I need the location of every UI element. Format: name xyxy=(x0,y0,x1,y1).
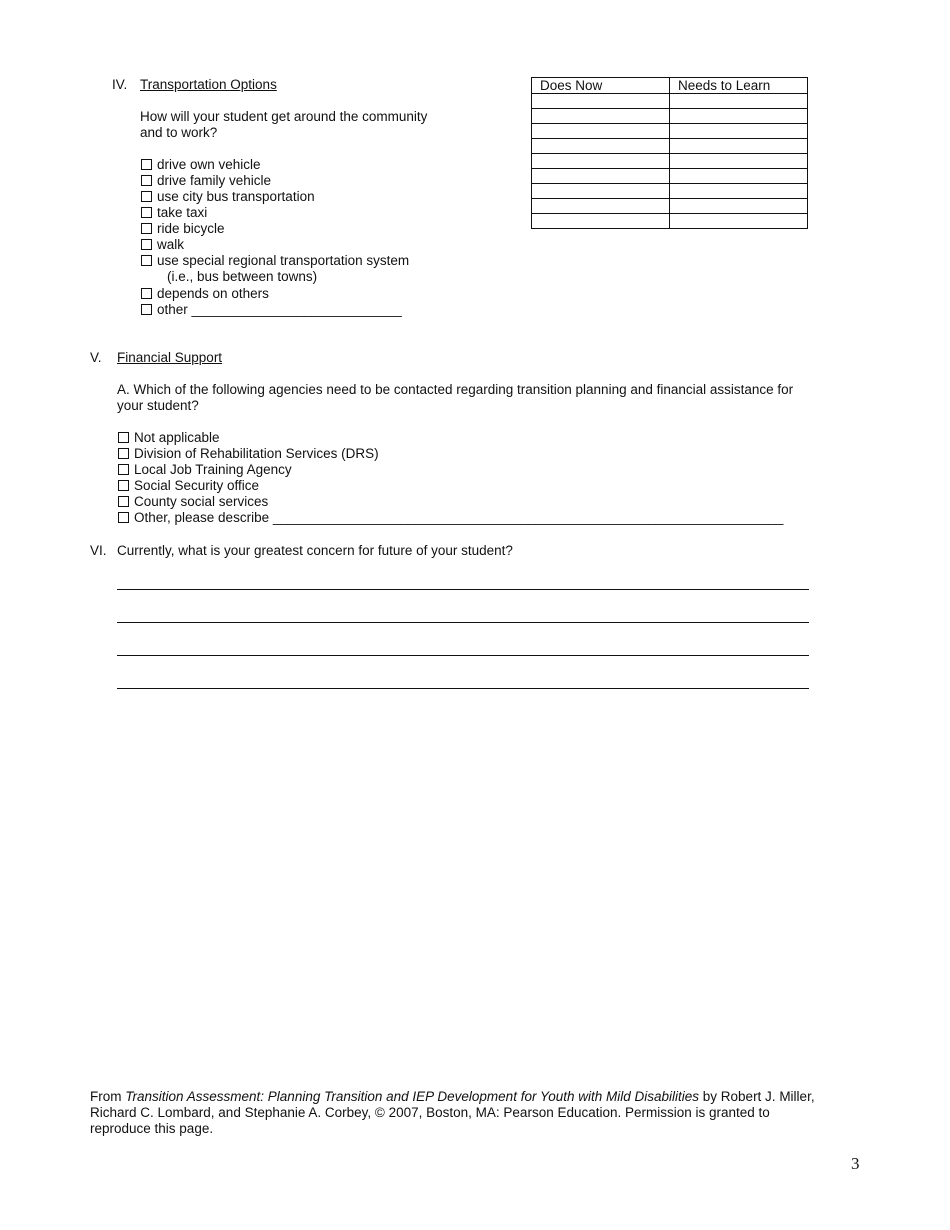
transport-option-own-vehicle[interactable] xyxy=(141,157,261,173)
option-label: Division of Rehabilitation Services (DRS) xyxy=(134,446,379,461)
agency-option-drs[interactable] xyxy=(118,446,379,462)
option-label: Local Job Training Agency xyxy=(134,462,292,477)
does-now-cell[interactable] xyxy=(532,109,670,124)
does-now-cell[interactable] xyxy=(532,124,670,139)
transport-option-city-bus[interactable] xyxy=(141,189,315,205)
does-now-cell[interactable] xyxy=(532,199,670,214)
checkbox[interactable] xyxy=(118,432,129,443)
footer-line2: Richard C. Lombard, and Stephanie A. Corbey, © 2007, Boston, MA: Pearson Education. Permission is granted to xyxy=(90,1105,770,1120)
does-now-needs-to-learn-table xyxy=(531,77,808,229)
table-row xyxy=(532,139,808,154)
table-row xyxy=(532,154,808,169)
transport-option-other[interactable] xyxy=(141,302,402,318)
needs-to-learn-cell[interactable] xyxy=(670,169,808,184)
needs-to-learn-cell[interactable] xyxy=(670,139,808,154)
checkbox[interactable] xyxy=(141,223,152,234)
does-now-cell[interactable] xyxy=(532,94,670,109)
needs-to-learn-cell[interactable] xyxy=(670,109,808,124)
checkbox[interactable] xyxy=(141,255,152,266)
table-row xyxy=(532,94,808,109)
table-row xyxy=(532,184,808,199)
option-label: drive family vehicle xyxy=(157,173,272,188)
table-row xyxy=(532,199,808,214)
copyright-footer xyxy=(90,1089,860,1137)
needs-to-learn-cell[interactable] xyxy=(670,214,808,229)
option-label: depends on others xyxy=(157,286,269,301)
checkbox[interactable] xyxy=(118,512,129,523)
footer-prefix: From xyxy=(90,1089,126,1104)
needs-to-learn-cell[interactable] xyxy=(670,94,808,109)
checkbox[interactable] xyxy=(118,464,129,475)
needs-to-learn-cell[interactable] xyxy=(670,184,808,199)
transport-option-regional-note: (i.e., bus between towns) xyxy=(167,269,318,284)
section-6-numeral: VI. xyxy=(90,543,107,558)
option-label: use special regional transportation system xyxy=(157,253,410,268)
does-now-cell[interactable] xyxy=(532,154,670,169)
header-does-now: Does Now xyxy=(532,78,670,94)
transport-option-bicycle[interactable] xyxy=(141,221,225,237)
agency-option-other[interactable] xyxy=(118,510,783,526)
transport-option-depends-on-others[interactable] xyxy=(141,286,269,302)
answer-line[interactable] xyxy=(117,622,809,623)
footer-line1 xyxy=(90,1089,860,1105)
option-label: use city bus transportation xyxy=(157,189,315,204)
option-label: County social services xyxy=(134,494,269,509)
agency-option-not-applicable[interactable] xyxy=(118,430,220,446)
does-now-cell[interactable] xyxy=(532,169,670,184)
page-number: 3 xyxy=(851,1154,860,1173)
section-5-question-line1: A. Which of the following agencies need to be contacted regarding transition planning and financial assistance for xyxy=(117,382,794,397)
section-4-question-line1: How will your student get around the community xyxy=(140,109,428,124)
section-4-question-line2: and to work? xyxy=(140,125,218,140)
section-4-title: Transportation Options xyxy=(140,77,277,92)
footer-book-title: Transition Assessment: Planning Transition and IEP Development for Youth with Mild Disabilities xyxy=(125,1089,700,1104)
transport-option-walk[interactable] xyxy=(141,237,184,253)
checkbox[interactable] xyxy=(141,159,152,170)
checkbox[interactable] xyxy=(141,175,152,186)
section-6-question: Currently, what is your greatest concern for future of your student? xyxy=(117,543,513,558)
does-now-cell[interactable] xyxy=(532,214,670,229)
answer-line[interactable] xyxy=(117,589,809,590)
transport-option-family-vehicle[interactable] xyxy=(141,173,271,189)
option-label: walk xyxy=(157,237,185,252)
section-5-question-line2: your student? xyxy=(117,398,199,413)
transport-option-regional[interactable] xyxy=(141,253,409,269)
agency-option-county-social-services[interactable] xyxy=(118,494,268,510)
option-label: Not applicable xyxy=(134,430,220,445)
agency-option-job-training[interactable] xyxy=(118,462,292,478)
option-label: Other, please describe ____________________________________________________________________ xyxy=(134,510,784,525)
option-label: drive own vehicle xyxy=(157,157,261,172)
transport-option-taxi[interactable] xyxy=(141,205,207,221)
needs-to-learn-cell[interactable] xyxy=(670,124,808,139)
table-row xyxy=(532,109,808,124)
checkbox[interactable] xyxy=(118,480,129,491)
footer-line3: reproduce this page. xyxy=(90,1121,214,1136)
checkbox[interactable] xyxy=(118,448,129,459)
table-row xyxy=(532,124,808,139)
section-4-numeral: IV. xyxy=(112,77,128,92)
table-row xyxy=(532,214,808,229)
header-needs-to-learn: Needs to Learn xyxy=(670,78,808,94)
section-5-title: Financial Support xyxy=(117,350,223,365)
needs-to-learn-cell[interactable] xyxy=(670,154,808,169)
checkbox[interactable] xyxy=(141,288,152,299)
does-now-cell[interactable] xyxy=(532,184,670,199)
option-label: other ____________________________ xyxy=(157,302,402,317)
does-now-cell[interactable] xyxy=(532,139,670,154)
checkbox[interactable] xyxy=(141,191,152,202)
needs-to-learn-cell[interactable] xyxy=(670,199,808,214)
answer-line[interactable] xyxy=(117,688,809,689)
agency-option-social-security[interactable] xyxy=(118,478,259,494)
checkbox[interactable] xyxy=(141,304,152,315)
table-header-row xyxy=(532,78,808,94)
checkbox[interactable] xyxy=(141,207,152,218)
checkbox[interactable] xyxy=(141,239,152,250)
checkbox[interactable] xyxy=(118,496,129,507)
footer-line1-suffix: by Robert J. Miller, xyxy=(699,1089,815,1104)
table-row xyxy=(532,169,808,184)
answer-line[interactable] xyxy=(117,655,809,656)
option-label: ride bicycle xyxy=(157,221,225,236)
option-label: take taxi xyxy=(157,205,208,220)
option-label: Social Security office xyxy=(134,478,260,493)
section-5-numeral: V. xyxy=(90,350,102,365)
